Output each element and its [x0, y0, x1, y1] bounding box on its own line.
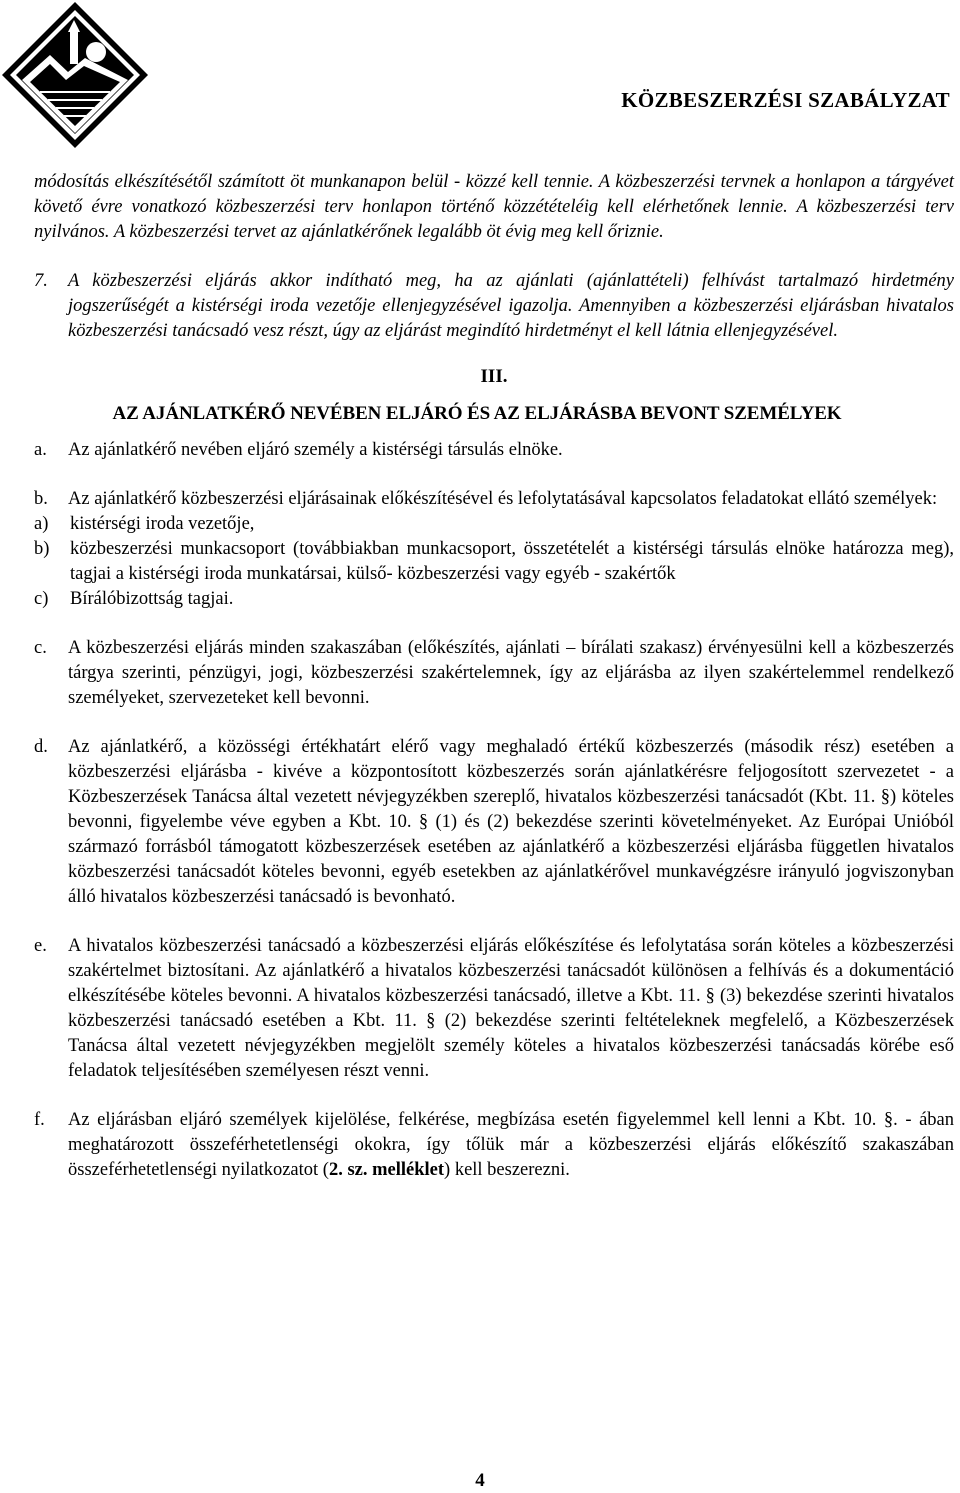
item-c-text: A közbeszerzési eljárás minden szakaszában (előkészítés, ajánlati – bírálati szakasz) érvényesülni kell a közbeszerzés tárgya szerinti, pénzügyi, jogi, közbeszerzési szakértelemnek, így az eljárásba az ilyen szakértelemmel rendelkező személyeket, szervezeteket kell bevonni. — [68, 638, 954, 708]
subitem-b-text: közbeszerzési munkacsoport (továbbiakban munkacsoport, összetételét a kistérségi társulás elnöke határozza meg), tagjai a kistérségi iroda munkatársai, külső- közbeszerzési vagy egyéb - szakértők — [70, 539, 954, 584]
item-d-label: d. — [34, 737, 48, 757]
list-item-a — [34, 438, 954, 463]
item-b-label: b. — [34, 489, 48, 509]
item-f-text — [68, 1108, 954, 1183]
item-e-text: A hivatalos közbeszerzési tanácsadó a közbeszerzési eljárás előkészítése és lefolytatása során köteles a közbeszerzési szakértelmet biztosítani. Az ajánlatkérő a hivatalos közbeszerzési tanácsadót különösen a felhívás és a dokumentáció elkészítésébe köteles bevonni. A hivatalos közbeszerzési tanácsadó, illetve a Kbt. 11. § (3) bekezdése szerinti hivatalos közbeszerzési tanácsadó esetében a Kbt. 11. § (2) bekezdése szerinti feltételeknek megfelelő, a Közbeszerzések Tanácsa által vezetett névjegyzékben megjelölt személy köteles a hivatalos közbeszerzési tanácsadás körébe eső feladatok teljesítésében személyesen részt venni. — [68, 936, 954, 1081]
subitem-c — [34, 587, 954, 612]
subitem-c-label: c) — [34, 589, 49, 609]
section-number: III. — [480, 366, 508, 387]
subitem-b-label: b) — [34, 539, 50, 559]
item-b-text: Az ajánlatkérő közbeszerzési eljárásainak előkészítésével és lefolytatásával kapcsolatos feladatokat ellátó személyek: — [68, 489, 938, 509]
item-d-text: Az ajánlatkérő, a közösségi értékhatárt elérő vagy meghaladó értékű közbeszerzés (második rész) esetében a közbeszerzési eljárásba - kivéve a központosított közbeszerzés során ajánlatkérésre feljogosított szervezetet - a Közbeszerzések Tanácsa által vezetett névjegyzékben szereplő, hivatalos közbeszerzési tanácsadót (Kbt. 11. §) köteles bevonni, figyelembe véve egyben a Kbt. 10. § (1) és (2) bekezdése szerinti követelményeket. Az Európai Unióból származó forrásból támogatott közbeszerzések esetében az ajánlatkérő a közbeszerzési eljárásba független hivatalos közbeszerzési tanácsadót köteles bevonni, egyéb esetekben az ajánlatkérővel munkavégzésre irányuló jogviszonyban álló hivatalos közbeszerzési tanácsadó is bevonható. — [68, 737, 954, 907]
document-header-title: KÖZBESZERZÉSI SZABÁLYZAT — [621, 88, 950, 112]
item-f-text-before: Az eljárásban eljáró személyek kijelölése, felkérése, megbízása esetén figyelemmel kell lenni a Kbt. 10. §. - ában meghatározott összeférhetetlenségi okokra, így tőlük már a közbeszerzési eljárás előkészítő szakaszában összeférhetetlenségi nyilatkozatot ( — [68, 1110, 954, 1180]
item-f-text-after: ) kell beszerezni. — [444, 1160, 570, 1180]
list-item-e — [34, 934, 954, 1084]
item-e-label: e. — [34, 936, 47, 956]
document-body — [34, 170, 954, 1183]
page-number: 4 — [475, 1470, 485, 1491]
list-item-d — [34, 735, 954, 910]
subitem-b — [34, 537, 954, 587]
continuation-paragraph: módosítás elkészítésétől számított öt munkanapon belül - közzé kell tennie. A közbeszerzési tervnek a honlapon a tárgyévet követő évre vonatkozó közbeszerzési terv honlapon történő közzétételéig kell elérhetőnek lennie. A közbeszerzési terv nyilvános. A közbeszerzési tervet az ajánlatkérőnek legalább öt évig meg kell őriznie. — [34, 172, 954, 242]
point-7-label: 7. — [34, 271, 48, 291]
list-item-f — [34, 1108, 954, 1183]
diamond-emblem-icon — [0, 0, 150, 150]
point-7-text: A közbeszerzési eljárás akkor indítható meg, ha az ajánlati (ajánlattételi) felhívást tartalmazó hirdetmény jogszerűségét a kistérségi iroda vezetője ellenjegyzésével igazolja. Amennyiben a közbeszerzési eljárásban hivatalos közbeszerzési tanácsadó vesz részt, úgy az eljárást megindító hirdetményt el kell látnia ellenjegyzésével. — [68, 271, 954, 341]
list-item-c — [34, 636, 954, 711]
logo — [0, 0, 150, 150]
list-item-b — [34, 487, 954, 612]
subitem-c-text: Bírálóbizottság tagjai. — [70, 589, 234, 609]
item-f-label: f. — [34, 1110, 45, 1130]
subitem-a-label: a) — [34, 514, 49, 534]
subitem-a — [34, 512, 954, 537]
item-a-label: a. — [34, 440, 47, 460]
annex-reference: 2. sz. melléklet — [328, 1160, 445, 1180]
item-a-text: Az ajánlatkérő nevében eljáró személy a kistérségi társulás elnöke. — [68, 440, 563, 460]
point-7 — [34, 269, 954, 344]
item-c-label: c. — [34, 638, 47, 658]
subitem-a-text: kistérségi iroda vezetője, — [70, 514, 255, 534]
section-title: AZ AJÁNLATKÉRŐ NEVÉBEN ELJÁRÓ ÉS AZ ELJÁRÁSBA BEVONT SZEMÉLYEK — [112, 403, 842, 424]
